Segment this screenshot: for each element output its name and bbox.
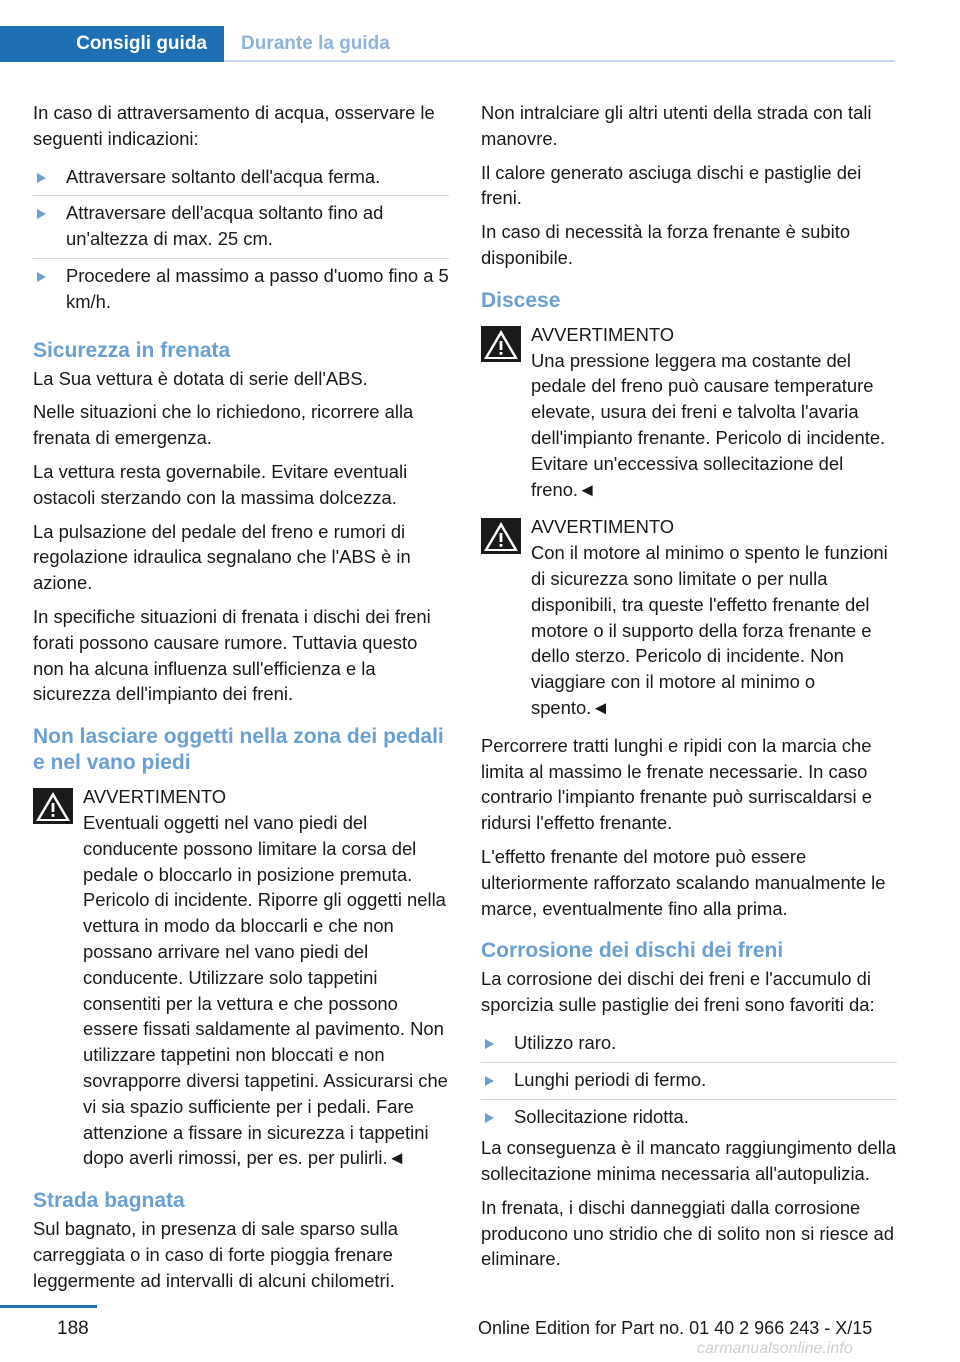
paragraph: La vettura resta governabile. Evitare eventuali ostacoli sterzando con la massima dolcezza. xyxy=(33,460,408,508)
warning-text: Con il motore al minimo o spento le funzioni di sicurezza sono limitate o per nulla disponibili, tra queste l'effetto frenante del motore o il supporto della forza frenante e dello sterzo. Pericolo di incidente. Non viaggiare con il motore al minimo o spento.◄ xyxy=(531,542,888,718)
water-list xyxy=(33,160,449,321)
paragraph: Non intralciare gli altri utenti della strada con tali manovre. xyxy=(481,102,872,149)
warning-text: Una pressione leggera ma costante del pedale del freno può causare temperature elevate, usura dei freni e talvolta l'avaria dell'impianto frenante. Pericolo di incidente. Evitare un'eccessiva sollecitazione del freno.◄ xyxy=(531,349,886,500)
corrosion-list xyxy=(481,1026,897,1135)
paragraph: Sul bagnato, in presenza di sale sparso sulla carreggiata o in caso di forte pioggia frenare leggermente ad intervalli di alcuni chilometri. xyxy=(33,1218,398,1291)
warning-triangle-icon xyxy=(481,326,521,362)
paragraph: Percorrere tratti lunghi e ripidi con la marcia che limita al massimo le frenate necessarie. In caso contrario l'impianto frenante può surriscaldarsi e ridursi l'effetto frenante. xyxy=(481,734,872,834)
heading-wet-road: Strada bagnata xyxy=(33,1189,185,1213)
tab-durante-la-guida[interactable]: Durante la guida xyxy=(241,33,390,54)
list-item: Utilizzo raro. xyxy=(481,1026,897,1063)
warning-title: AVVERTIMENTO xyxy=(531,323,675,345)
paragraph: In frenata, i dischi danneggiati dalla corrosione producono uno stridio che di solito non si riesce ad eliminare. xyxy=(481,1196,895,1270)
triangle-bullet-icon xyxy=(37,173,46,183)
watermark: carmanualsonline.info xyxy=(697,1340,853,1357)
footer-rule xyxy=(0,1305,97,1308)
water-intro: In caso di attraversamento di acqua, osservare le seguenti indicazioni: xyxy=(33,102,435,149)
paragraph: La pulsazione del pedale del freno e rumori di regolazione idraulica segnalano che l'ABS è in azione. xyxy=(33,520,411,594)
tab-divider xyxy=(224,60,895,62)
list-item: Lunghi periodi di fermo. xyxy=(481,1063,897,1100)
tab-consigli-guida[interactable]: Consigli guida xyxy=(0,26,224,62)
triangle-bullet-icon xyxy=(37,272,46,282)
list-item: Procedere al massimo a passo d'uomo fino a 5 km/h. xyxy=(33,259,449,321)
warning-triangle-icon xyxy=(481,518,521,554)
edition-note: Online Edition for Part no. 01 40 2 966 243 - X/15 xyxy=(478,1318,873,1338)
paragraph: La conseguenza è il mancato raggiungimento della sollecitazione minima necessaria all'autopulizia. xyxy=(481,1137,897,1185)
section-tabs xyxy=(0,26,895,62)
paragraph: L'effetto frenante del motore può essere ulteriormente rafforzato scalando manualmente le marce, eventualmente fino alla prima. xyxy=(481,845,886,919)
heading-corrosion: Corrosione dei dischi dei freni xyxy=(481,939,784,963)
warning-box xyxy=(481,322,897,503)
list-item: Attraversare dell'acqua soltanto fino ad un'altezza di max. 25 cm. xyxy=(33,196,449,259)
triangle-bullet-icon xyxy=(485,1113,494,1123)
right-column xyxy=(481,100,897,1280)
triangle-bullet-icon xyxy=(485,1039,494,1049)
list-item: Sollecitazione ridotta. xyxy=(481,1100,897,1136)
list-item: Attraversare soltanto dell'acqua ferma. xyxy=(33,160,449,197)
warning-box xyxy=(481,514,897,720)
warning-title: AVVERTIMENTO xyxy=(531,516,675,538)
warning-title: AVVERTIMENTO xyxy=(83,786,227,808)
left-column xyxy=(33,100,449,1301)
paragraph: Il calore generato asciuga dischi e pastiglie dei freni. xyxy=(481,161,862,209)
paragraph: La Sua vettura è dotata di serie dell'ABS. xyxy=(33,367,368,389)
paragraph: Nelle situazioni che lo richiedono, ricorrere alla frenata di emergenza. xyxy=(33,401,414,449)
heading-descents: Discese xyxy=(481,288,561,312)
warning-text: Eventuali oggetti nel vano piedi del conducente possono limitare la corsa del pedale o bloccarlo in posizione premuta. Pericolo di incidente. Riporre gli oggetti nella vettura in modo da bloccarli e che non possano arrivare nel vano piedi del conducente. Utilizzare solo tappetini consentiti per la vettura e che possono essere fissati saldamente al pavimento. Non utilizzare tappetini non bloccati e non sovrapporre diversi tappetini. Assicurarsi che vi sia spazio sufficiente per i pedali. Fare attenzione a fissare in sicurezza i tappetini dopo averli rimossi, per es. per pulirli.◄ xyxy=(83,811,448,1169)
warning-triangle-icon xyxy=(33,788,73,824)
page-number: 188 xyxy=(57,1318,89,1339)
paragraph: In specifiche situazioni di frenata i dischi dei freni forati possono causare rumore. Tuttavia questo non ha alcuna influenza sull'efficienza e la sicurezza dell'impianto dei freni. xyxy=(33,605,431,705)
heading-braking-safety: Sicurezza in frenata xyxy=(33,338,231,362)
paragraph: In caso di necessità la forza frenante è subito disponibile. xyxy=(481,221,851,268)
triangle-bullet-icon xyxy=(37,209,46,219)
paragraph: La corrosione dei dischi dei freni e l'accumulo di sporcizia sulle pastiglie dei freni sono favoriti da: xyxy=(481,968,875,1016)
warning-box xyxy=(33,784,449,1171)
heading-pedal-objects: Non lasciare oggetti nella zona dei pedali e nel vano piedi xyxy=(33,725,444,775)
triangle-bullet-icon xyxy=(485,1076,494,1086)
